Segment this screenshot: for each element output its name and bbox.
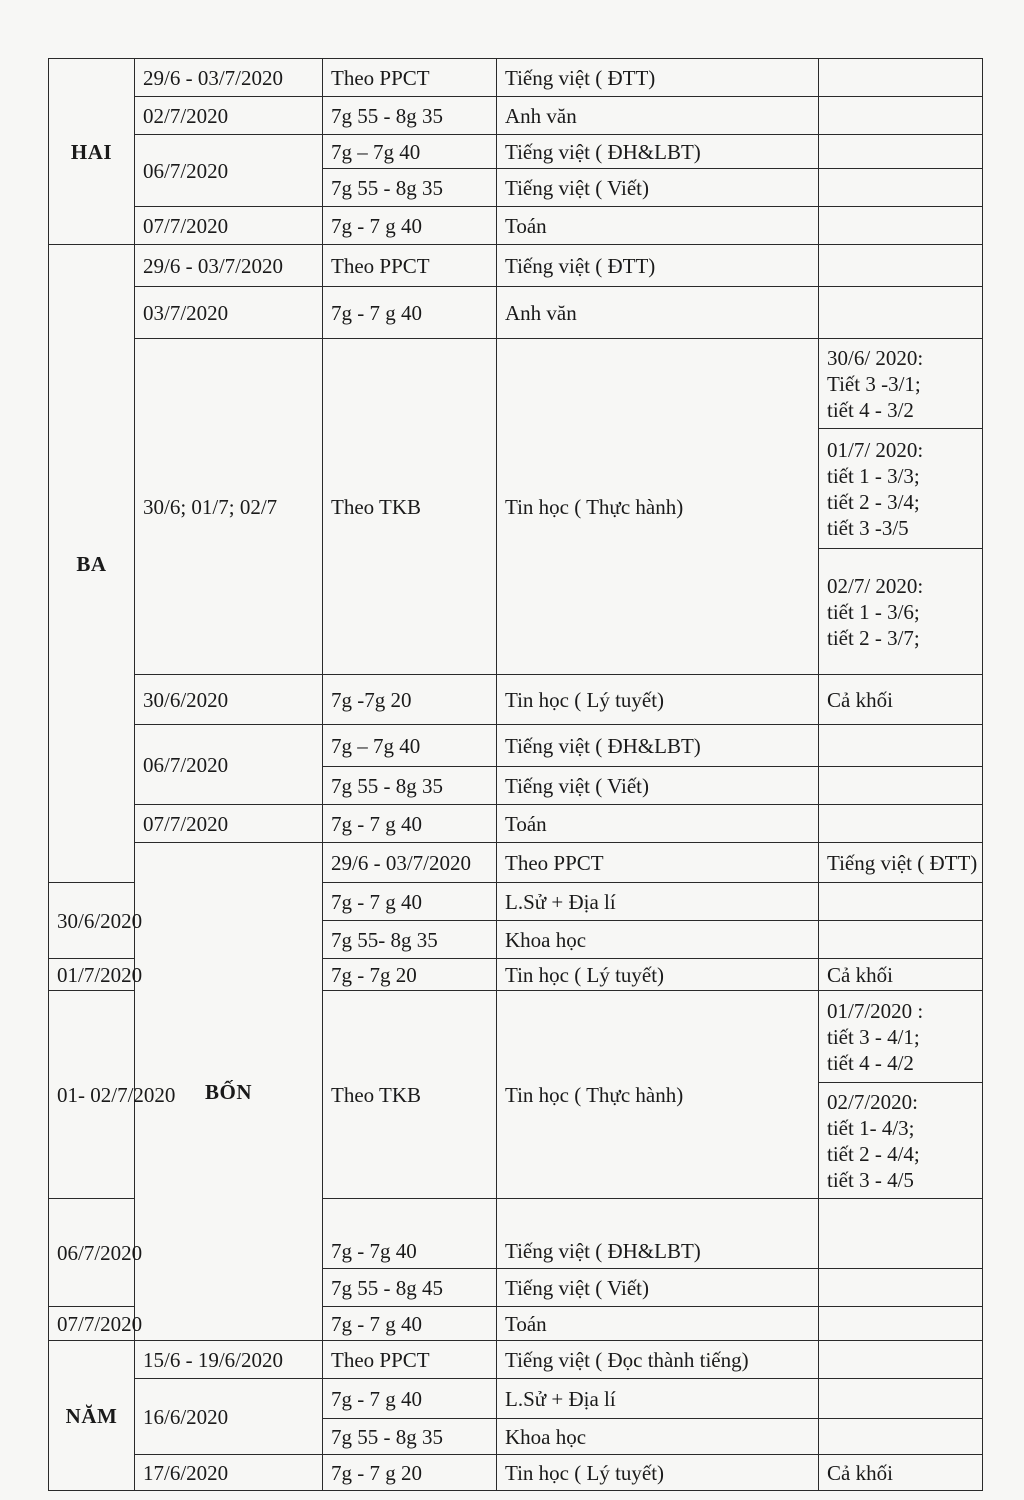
time-cell: 7g - 7 g 40 bbox=[323, 207, 497, 245]
practice-schedule-note: 01/7/ 2020: tiết 1 - 3/3; tiết 2 - 3/4; tiết 3 -3/5 bbox=[819, 429, 983, 549]
date-cell: 02/7/2020 bbox=[135, 97, 323, 135]
subject-cell: Toán bbox=[497, 207, 819, 245]
date-cell: 29/6 - 03/7/2020 bbox=[135, 245, 323, 287]
note-cell bbox=[819, 1269, 983, 1307]
date-cell: 29/6 - 03/7/2020 bbox=[323, 843, 497, 883]
time-cell: 7g 55 - 8g 35 bbox=[323, 169, 497, 207]
note-cell bbox=[819, 805, 983, 843]
subject-cell: Tiếng việt ( Viết) bbox=[497, 1269, 819, 1307]
note-cell bbox=[819, 207, 983, 245]
subject-cell: Tiếng việt ( ĐH&LBT) bbox=[497, 135, 819, 169]
table-row bbox=[49, 675, 983, 725]
time-cell: 7g – 7g 40 bbox=[323, 135, 497, 169]
note-cell bbox=[819, 1419, 983, 1455]
note-cell bbox=[819, 1307, 983, 1341]
time-cell: 7g 55 - 8g 45 bbox=[323, 1269, 497, 1307]
practice-schedule-note: 02/7/ 2020: tiết 1 - 3/6; tiết 2 - 3/7; bbox=[819, 549, 983, 675]
table-row bbox=[49, 245, 983, 287]
time-cell: 7g 55 - 8g 35 bbox=[323, 97, 497, 135]
table-row bbox=[49, 1379, 983, 1419]
time-cell: 7g - 7 g 40 bbox=[323, 805, 497, 843]
date-cell: 30/6/2020 bbox=[135, 675, 323, 725]
subject-cell: Tiếng việt ( Đọc thành tiếng) bbox=[497, 1341, 819, 1379]
date-cell: 07/7/2020 bbox=[49, 1307, 135, 1341]
table-row bbox=[49, 339, 983, 429]
subject-cell: Tiếng việt ( ĐH&LBT) bbox=[497, 725, 819, 767]
grade-label-ba: BA bbox=[49, 245, 135, 883]
date-cell: 30/6; 01/7; 02/7 bbox=[135, 339, 323, 675]
subject-cell: Tiếng việt ( ĐTT) bbox=[497, 245, 819, 287]
note-cell: Cả khối bbox=[819, 959, 983, 991]
subject-cell: Tin học ( Thực hành) bbox=[497, 339, 819, 675]
subject-cell: L.Sử + Địa lí bbox=[497, 1379, 819, 1419]
time-cell: Theo PPCT bbox=[323, 1341, 497, 1379]
date-cell: 06/7/2020 bbox=[135, 135, 323, 207]
practice-schedule-note: 01/7/2020 : tiết 3 - 4/1; tiết 4 - 4/2 bbox=[819, 991, 983, 1083]
table-row bbox=[49, 1455, 983, 1491]
note-cell bbox=[819, 921, 983, 959]
date-cell: 16/6/2020 bbox=[135, 1379, 323, 1455]
subject-cell: Anh văn bbox=[497, 287, 819, 339]
time-cell: Theo TKB bbox=[323, 991, 497, 1199]
time-cell: 7g - 7 g 20 bbox=[323, 1455, 497, 1491]
table-row bbox=[49, 59, 983, 97]
practice-schedule-note: 02/7/2020: tiết 1- 4/3; tiết 2 - 4/4; tiết 3 - 4/5 bbox=[819, 1083, 983, 1199]
note-cell bbox=[819, 97, 983, 135]
table-row bbox=[49, 1341, 983, 1379]
subject-cell: Toán bbox=[497, 805, 819, 843]
note-cell bbox=[819, 59, 983, 97]
subject-cell: Tin học ( Lý tuyết) bbox=[497, 959, 819, 991]
table-row bbox=[49, 725, 983, 767]
note-cell bbox=[819, 883, 983, 921]
time-cell: 7g - 7g 20 bbox=[323, 959, 497, 991]
date-cell: 06/7/2020 bbox=[135, 725, 323, 805]
time-cell: 7g 55- 8g 35 bbox=[323, 921, 497, 959]
subject-cell: Tiếng việt ( Viết) bbox=[497, 169, 819, 207]
time-cell: 7g - 7g 40 bbox=[323, 1199, 497, 1269]
table-row bbox=[49, 97, 983, 135]
exam-schedule-table bbox=[48, 58, 983, 1491]
subject-cell: Anh văn bbox=[497, 97, 819, 135]
date-cell: 15/6 - 19/6/2020 bbox=[135, 1341, 323, 1379]
note-cell bbox=[819, 287, 983, 339]
note-cell bbox=[819, 767, 983, 805]
practice-schedule-note: 30/6/ 2020: Tiết 3 -3/1; tiết 4 - 3/2 bbox=[819, 339, 983, 429]
note-cell: Cả khối bbox=[819, 675, 983, 725]
date-cell: 01- 02/7/2020 bbox=[49, 991, 135, 1199]
time-cell: 7g 55 - 8g 35 bbox=[323, 1419, 497, 1455]
time-cell: 7g - 7 g 40 bbox=[323, 1307, 497, 1341]
subject-cell: L.Sử + Địa lí bbox=[497, 883, 819, 921]
table-row bbox=[49, 843, 983, 883]
subject-cell: Tin học ( Thực hành) bbox=[497, 991, 819, 1199]
time-cell: 7g - 7 g 40 bbox=[323, 883, 497, 921]
note-cell bbox=[819, 725, 983, 767]
time-cell: 7g -7g 20 bbox=[323, 675, 497, 725]
table-row bbox=[49, 805, 983, 843]
note-cell: Cả khối bbox=[819, 1455, 983, 1491]
subject-cell: Khoa học bbox=[497, 1419, 819, 1455]
subject-cell: Tiếng việt ( Viết) bbox=[497, 767, 819, 805]
time-cell: Theo PPCT bbox=[497, 843, 819, 883]
date-cell: 07/7/2020 bbox=[135, 207, 323, 245]
note-cell bbox=[819, 169, 983, 207]
grade-label-bon: BỐN bbox=[135, 843, 323, 1341]
date-cell: 29/6 - 03/7/2020 bbox=[135, 59, 323, 97]
time-cell: Theo PPCT bbox=[323, 245, 497, 287]
time-cell: 7g 55 - 8g 35 bbox=[323, 767, 497, 805]
note-cell bbox=[819, 245, 983, 287]
time-cell: Theo TKB bbox=[323, 339, 497, 675]
subject-cell: Tin học ( Lý tuyết) bbox=[497, 1455, 819, 1491]
subject-cell: Khoa học bbox=[497, 921, 819, 959]
time-cell: 7g – 7g 40 bbox=[323, 725, 497, 767]
subject-cell: Tiếng việt ( ĐTT) bbox=[819, 843, 983, 883]
subject-cell: Tiếng việt ( ĐTT) bbox=[497, 59, 819, 97]
time-cell: 7g - 7 g 40 bbox=[323, 287, 497, 339]
grade-label-hai: HAI bbox=[49, 59, 135, 245]
table-row bbox=[49, 287, 983, 339]
date-cell: 30/6/2020 bbox=[49, 883, 135, 959]
date-cell: 03/7/2020 bbox=[135, 287, 323, 339]
note-cell bbox=[819, 1199, 983, 1269]
subject-cell: Tiếng việt ( ĐH&LBT) bbox=[497, 1199, 819, 1269]
grade-label-nam: NĂM bbox=[49, 1341, 135, 1491]
subject-cell: Tin học ( Lý tuyết) bbox=[497, 675, 819, 725]
time-cell: 7g - 7 g 40 bbox=[323, 1379, 497, 1419]
subject-cell: Toán bbox=[497, 1307, 819, 1341]
time-cell: Theo PPCT bbox=[323, 59, 497, 97]
date-cell: 06/7/2020 bbox=[49, 1199, 135, 1307]
table-row bbox=[49, 135, 983, 169]
date-cell: 07/7/2020 bbox=[135, 805, 323, 843]
note-cell bbox=[819, 1379, 983, 1419]
note-cell bbox=[819, 1341, 983, 1379]
note-cell bbox=[819, 135, 983, 169]
table-row bbox=[49, 207, 983, 245]
date-cell: 17/6/2020 bbox=[135, 1455, 323, 1491]
date-cell: 01/7/2020 bbox=[49, 959, 135, 991]
